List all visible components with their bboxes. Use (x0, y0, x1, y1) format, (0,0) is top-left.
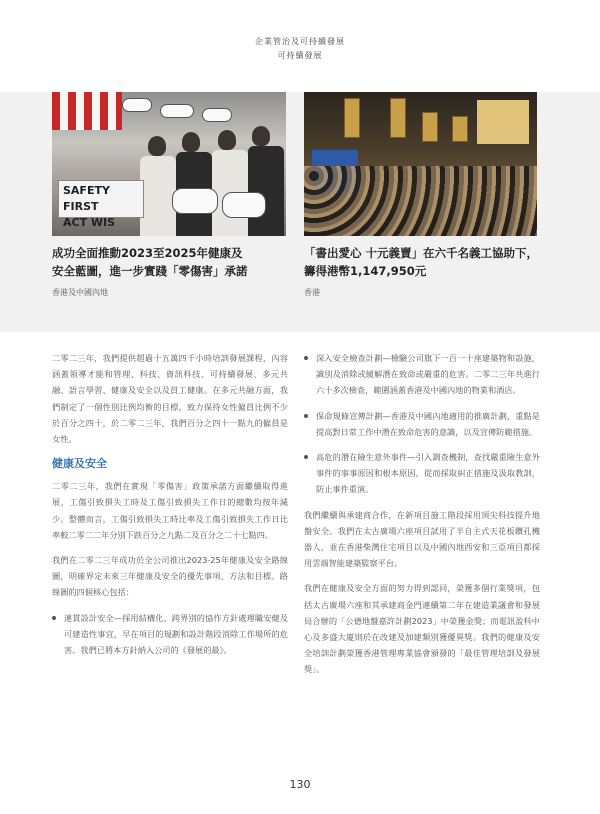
header-subsection-title: 可持續發展 (277, 51, 323, 60)
caption-region-right: 香港 (304, 288, 320, 297)
caption-title-line: 成功全面推動2023至2025年健康及 (52, 246, 243, 260)
speech-bubble-sign (160, 104, 194, 118)
list-item (304, 408, 540, 440)
bullet-icon (304, 455, 308, 459)
hanging-banner (422, 112, 438, 142)
list-item-text: 深入安全檢查計劃—檢驗公司旗下一百一十座建築物和設施，識別及消除或緩解潛在致命或嚴重的危害。二零二三年共進行六十多次檢查，範圍涵蓋香港及中國內地的物業和酒店。 (316, 353, 540, 396)
hanging-banner (452, 116, 468, 142)
person-head (182, 132, 200, 152)
header-section-title: 企業管治及可持續發展 (255, 37, 345, 46)
list-item-text: 連貫設計安全—採用結構化、跨界別的協作方針處理職安健及可建造性事宜，早在項目的規劃和設計階段消除工作場所的危害。我們已將本方針納入公司的《發展的最》。 (64, 612, 288, 656)
speech-bubble-sign (122, 98, 152, 112)
paragraph-contractors: 我們繼續與承建商合作，在新項目施工階段採用頂尖科技提升地盤安全。我們在太古廣場六座項目試用了半自主式天花板鑽孔機器人，並在香港柴灣住宅項目以及中國內地西安和三亞項目都採用雲端智能建築監察平台。 (304, 509, 540, 569)
list-item-text: 高危的潛在險生意外事件—引入調查機制，查找嚴重險生意外事件的事事原因和根本原因，從而採取糾正措施及汲取教訓，防止事件重演。 (316, 452, 540, 495)
safety-first-sign: SAFETY FIRST ACT WIS (58, 180, 144, 218)
caption-title-line: 籌得港幣1,147,950元 (304, 264, 427, 278)
person-head (148, 136, 166, 156)
page-number: 130 (289, 778, 311, 791)
photo-safety-campaign (52, 92, 286, 236)
bullet-icon (304, 356, 308, 360)
caption-title-left (52, 244, 248, 280)
list-item (52, 610, 288, 659)
list-item (304, 350, 540, 399)
bullet-icon (52, 616, 56, 620)
caption-title-right (304, 244, 538, 280)
caption-title-line: 安全藍圖，進一步實踐「零傷害」承諾 (52, 264, 248, 278)
paragraph-zero-harm: 二零二三年，我們在實現「零傷害」政策承諾方面繼續取得進展，工傷引致損失工時及工傷引致損失工作日的總數均按年減少。整體而言，工傷引致損失工時比率及工傷引致損失工作日比率較二零二二年分別下跌百分之九點二及百分之二十七點四。 (52, 481, 288, 540)
person-body (248, 146, 284, 236)
left-column (52, 350, 288, 667)
person-head (218, 130, 236, 150)
hanging-banner (344, 98, 360, 138)
roadmap-list (52, 610, 288, 659)
roadmap-list-continued (304, 350, 540, 498)
list-item (304, 449, 540, 498)
caption-title-line: 「書出愛心 十元義賣」在六千名義工協助下， (304, 246, 539, 260)
list-item-text: 保命規條宣傳計劃—香港及中國內地適用的推廣計劃，重點是提高對日常工作中潛在致命危害的意識，以及宣傳防範措施。 (316, 410, 540, 437)
section-heading-health-safety: 健康及安全 (52, 457, 107, 471)
paragraph-awards: 我們在健康及安全方面的努力得到認同，榮獲多個行業獎項，包括太古廣場六座和其承建商金門連續第二年在建造業議會和發展局合辦的「公德地盤嘉許計劃2023」中榮獲金獎；而電訊盈科中心及多盛大廈則於在改建及加建類別獲優異獎。我們的健康及安全培訓計劃榮獲香港管理專業協會頒發的「最佳管理培訓及發展獎」。 (304, 583, 540, 675)
speech-bubble-sign (222, 192, 266, 218)
right-column (304, 350, 540, 687)
stage-backdrop (477, 100, 529, 144)
paragraph-training: 二零二三年，我們提供超過十五萬四千小時培訓發展課程，內容涵蓋領導才能和管理、科技、資訊科技、可持續發展、多元共融、語言學習、健康及安全以及員工健康。在多元共融方面，我們制定了一個性別比例均衡的目標，致力保持女性僱員比例不少於百分之四十，於二零二三年，我們百分之四十一點九的僱員是女性。 (52, 353, 288, 445)
crowd (304, 166, 537, 236)
caption-region-left: 香港及中國內地 (52, 288, 108, 297)
person-body (140, 156, 176, 236)
photo-book-sale (304, 92, 537, 236)
speech-bubble-sign (202, 108, 232, 122)
paragraph-roadmap: 我們在二零二三年成功於全公司推出2023-25年健康及安全路線圖，明確界定未來三年健康及安全的優先事項、方法和目標。路線圖的四個核心包括： (52, 555, 288, 598)
bullet-icon (304, 414, 308, 418)
striped-awning (52, 92, 122, 130)
hanging-banner (390, 98, 406, 138)
speech-bubble-sign (172, 188, 218, 214)
person-head (252, 126, 270, 146)
page-header (0, 36, 600, 62)
